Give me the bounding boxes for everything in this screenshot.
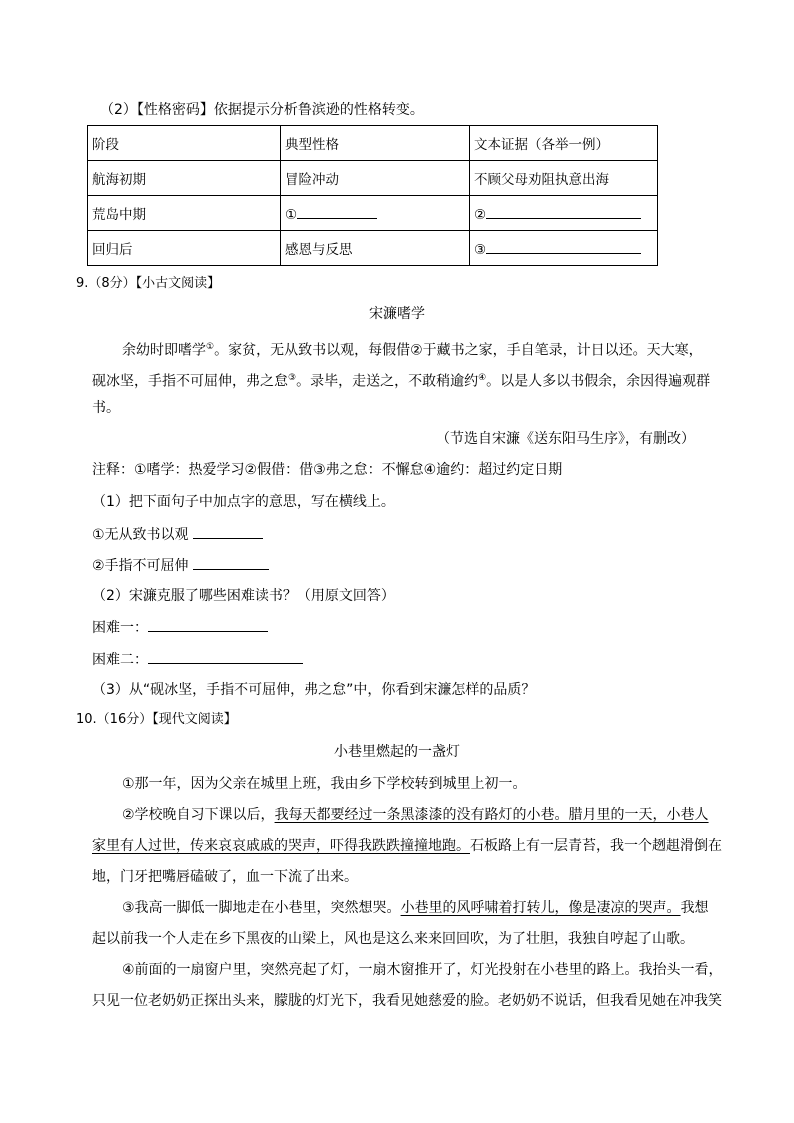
table-cell [281,196,470,231]
table-row [88,231,658,266]
answer-blank[interactable] [148,617,268,632]
item-text: ①无从致书以观 [92,527,189,543]
table-cell: 不顾父母劝阻执意出海 [470,161,658,196]
table-cell: 回归后 [88,231,281,266]
blank-marker: ③ [474,241,487,258]
table-cell: 感恩与反思 [281,231,470,266]
blank-marker: ① [285,206,298,223]
q9-title: 宋濂嗜学 [369,306,425,322]
part2-heading: （2）【性格密码】依据提示分析鲁滨逊的性格转变。 [100,102,424,118]
table-cell: 冒险冲动 [281,161,470,196]
q10-paragraph-3-line1 [122,898,709,918]
passage-text: 砚冰坚，手指不可屈伸，弗之怠 [92,373,288,390]
table-cell [470,196,658,231]
q9-passage-line3: 书。 [92,400,120,416]
answer-blank[interactable] [486,204,641,219]
q10-paragraph-3-line2: 起以前我一个人走在乡下黑夜的山梁上，风也是这么来来回回吹，为了壮胆，我独自哼起了山歌。 [92,931,694,947]
note-marker: ③ [288,373,297,383]
q9-subq2: （2）宋濂克服了哪些困难读书？（用原文回答） [92,588,395,604]
table-row [88,161,658,196]
note-marker: ① [206,342,215,352]
q9-subq2-item-a [92,617,268,638]
personality-table [87,125,658,266]
q10-paragraph-1: ①那一年，因为父亲在城里上班，我由乡下学校转到城里上初一。 [122,776,527,792]
table-header-cell: 典型性格 [281,126,470,161]
blank-marker: ② [474,206,487,223]
q9-notes: 注释：①嗜学：热爱学习②假借：借③弗之怠：不懈怠④逾约：超过约定日期 [92,462,563,478]
underlined-text: 家里有人过世，传来哀哀戚戚的哭声，吓得我跌跌撞撞地跑。 [92,838,470,854]
q10-paragraph-4-line2: 只见一位老奶奶正探出头来，朦胧的灯光下，我看见她慈爱的脸。老奶奶不说话，但我看见她在冲我笑 [92,993,722,1009]
table-cell: 航海初期 [88,161,281,196]
table-cell [470,231,658,266]
item-text: 困难一： [92,620,148,636]
table-header-cell: 阶段 [88,126,281,161]
q9-subq2-item-b [92,649,303,670]
item-text: 困难二： [92,652,148,668]
passage-text: 。录毕，走送之，不敢稍逾约 [296,373,479,390]
q10-paragraph-2-line3: 地，门牙把嘴唇磕破了，血一下流了出来。 [92,869,358,885]
underlined-text: 小巷里的风呼啸着打转儿，像是凄凉的哭声。 [400,900,681,916]
item-text: ②手指不可屈伸 [92,558,189,574]
q9-subq3: （3）从“砚冰坚，手指不可屈伸，弗之怠”中，你看到宋濂怎样的品质？ [92,682,536,698]
q9-subq1: （1）把下面句子中加点字的意思，写在横线上。 [92,494,395,510]
q9-passage-line1 [122,337,703,361]
q9-heading: 9.（8分）【小古文阅读】 [76,276,221,291]
passage-text: ③我高一脚低一脚地走在小巷里，突然想哭。 [122,900,401,916]
table-cell: 荒岛中期 [88,196,281,231]
answer-blank[interactable] [297,204,377,219]
passage-text: 余幼时即嗜学 [122,342,206,359]
table-header-cell: 文本证据（各举一例） [470,126,658,161]
underlined-text: 我每天都要经过一条黑漆漆的没有路灯的小巷。腊月里的一天，小巷人 [274,807,709,823]
answer-blank[interactable] [193,555,269,570]
q10-paragraph-2-line1 [122,805,709,825]
answer-blank[interactable] [486,239,641,254]
passage-text: 。家贫，无从致书以观，每假借②于藏书之家，手自笔录，计日以还。天大寒， [214,342,703,359]
answer-blank[interactable] [193,524,263,539]
answer-blank[interactable] [148,649,303,664]
q10-paragraph-4-line1: ④前面的一扇窗户里，突然亮起了灯，一扇木窗推开了，灯光投射在小巷里的路上。我抬头一看， [122,962,723,978]
q9-subq1-item-b [92,555,269,576]
table-header-row [88,126,658,161]
passage-text: 我想 [680,900,709,916]
q10-paragraph-2-line2 [92,836,722,856]
q9-source: （节选自宋濂《送东阳马生序》，有删改） [436,431,695,447]
passage-text: ②学校晚自习下课以后， [122,807,275,823]
table-row [88,196,658,231]
note-marker: ④ [478,373,487,383]
q9-subq1-item-a [92,524,263,545]
passage-text: 石板路上有一层青苔，我一个趔趄滑倒在 [470,838,722,854]
q10-heading: 10.（16分）【现代文阅读】 [76,712,237,727]
passage-text: 。以是人多以书假余，余因得遍观群 [486,373,711,390]
q9-passage-line2 [92,368,710,392]
q10-title: 小巷里燃起的一盏灯 [334,744,460,760]
